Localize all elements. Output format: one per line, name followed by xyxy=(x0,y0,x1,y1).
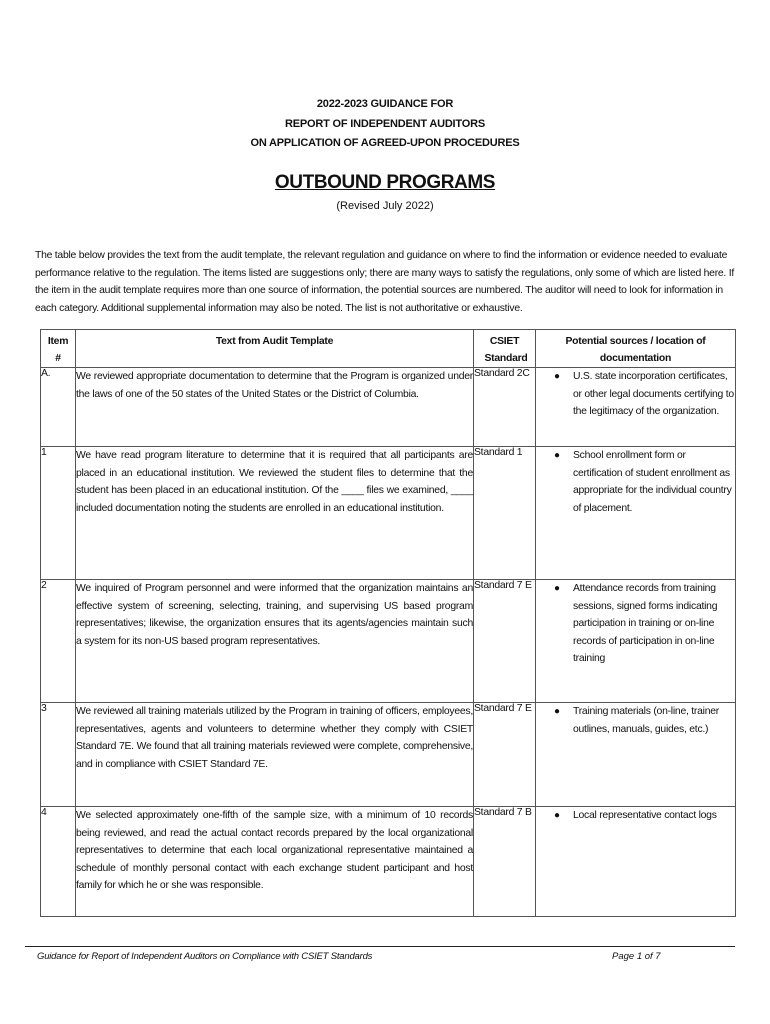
table-header-row xyxy=(41,330,736,368)
row-item: 1 xyxy=(41,447,76,580)
footer-title: Guidance for Report of Independent Auditors on Compliance with CSIET Standards xyxy=(37,951,373,962)
row-text: We reviewed appropriate documentation to determine that the Program is organized under the laws of one of the 50 states of the United States or the District of Columbia. xyxy=(76,368,474,447)
row-sources xyxy=(536,807,736,917)
page-number: Page 1 of 7 xyxy=(612,951,661,962)
header-line-1: 2022-2023 GUIDANCE FOR xyxy=(316,98,454,110)
footer-divider xyxy=(25,946,735,947)
row-text: We inquired of Program personnel and were informed that the organization maintains an effective system of screening, selecting, training, and supervising US based program representatives; likewise, the organization ensures that its agents/agencies maintain such a system for its non-US based program representatives. xyxy=(76,580,474,703)
table-row xyxy=(41,703,736,807)
source-text: Training materials (on-line, trainer outlines, manuals, guides, etc.) xyxy=(573,706,719,735)
row-item: 2 xyxy=(41,580,76,703)
bullet-icon: ● xyxy=(554,450,560,461)
table-row xyxy=(41,580,736,703)
row-standard: Standard 2C xyxy=(474,368,536,447)
header-text: Text from Audit Template xyxy=(76,330,474,368)
row-text: We have read program literature to determine that it is required that all participants are placed in an educational institution. We reviewed the student files to determine that the student has been placed in an educational institution. Of the ____ files we examined, ____ included documentation noting the students are enrolled in an educational institution. xyxy=(76,447,474,580)
header-line-3: ON APPLICATION OF AGREED-UPON PROCEDURES xyxy=(250,137,520,149)
intro-paragraph: The table below provides the text from the audit template, the relevant regulation and guidance on where to find the information or evidence needed to evaluate performance relative to the regulation. The items listed are suggestions only; there are many ways to satisfy the regulations, only some of which are listed here. If the item in the audit template requires more than one source of information, the potential sources are numbered. The auditor will need to look for information in each category. Additional supplemental information may also be noted. The list is not authoritative or exhaustive. xyxy=(35,250,734,314)
row-sources xyxy=(536,703,736,807)
header-standard xyxy=(474,330,536,368)
row-standard: Standard 7 E xyxy=(474,580,536,703)
header-item xyxy=(41,330,76,368)
source-text: School enrollment form or certification of student enrollment as appropriate for the individual country of placement. xyxy=(573,450,732,514)
source-text: U.S. state incorporation certificates, or other legal documents certifying to the legitimacy of the organization. xyxy=(573,371,734,418)
header-sources xyxy=(536,330,736,368)
source-item xyxy=(536,703,735,738)
header-line-2: REPORT OF INDEPENDENT AUDITORS xyxy=(285,118,485,130)
table-row xyxy=(41,447,736,580)
bullet-icon: ● xyxy=(554,583,560,594)
audit-table xyxy=(40,329,736,917)
header-item-label: Item # xyxy=(47,336,69,364)
row-item: A. xyxy=(41,368,76,447)
source-item xyxy=(536,368,735,421)
table-row xyxy=(41,368,736,447)
row-sources xyxy=(536,368,736,447)
table-row xyxy=(41,807,736,917)
source-text: Attendance records from training sessions, signed forms indicating participation in training or on-line records of participation in on-line training xyxy=(573,583,718,665)
row-sources xyxy=(536,580,736,703)
source-item xyxy=(536,580,735,668)
row-standard: Standard 1 xyxy=(474,447,536,580)
bullet-icon: ● xyxy=(554,706,560,717)
row-text: We selected approximately one-fifth of the sample size, with a minimum of 10 records being reviewed, and read the actual contact records prepared by the local organizational representatives to determine that each local organizational representative maintained a schedule of monthly personal contact with each exchange student participant and host family for which he or she was responsible. xyxy=(76,807,474,917)
row-text: We reviewed all training materials utilized by the Program in training of officers, employees, representatives, agents and volunteers to determine whether they comply with CSIET Standard 7E. We found that all training materials reviewed were complete, comprehensive, and in compliance with CSIET Standard 7E. xyxy=(76,703,474,807)
revision-date: (Revised July 2022) xyxy=(336,200,434,212)
bullet-icon: ● xyxy=(554,371,560,382)
source-item xyxy=(536,807,735,825)
bullet-icon: ● xyxy=(554,810,560,821)
row-item: 4 xyxy=(41,807,76,917)
source-text: Local representative contact logs xyxy=(573,810,717,821)
source-item xyxy=(536,447,735,517)
row-sources xyxy=(536,447,736,580)
row-standard: Standard 7 E xyxy=(474,703,536,807)
page-title: OUTBOUND PROGRAMS xyxy=(274,172,496,193)
header-sources-label: Potential sources / location of documentation xyxy=(565,336,706,364)
row-item: 3 xyxy=(41,703,76,807)
row-standard: Standard 7 B xyxy=(474,807,536,917)
header-standard-label: CSIET Standard xyxy=(484,336,528,364)
